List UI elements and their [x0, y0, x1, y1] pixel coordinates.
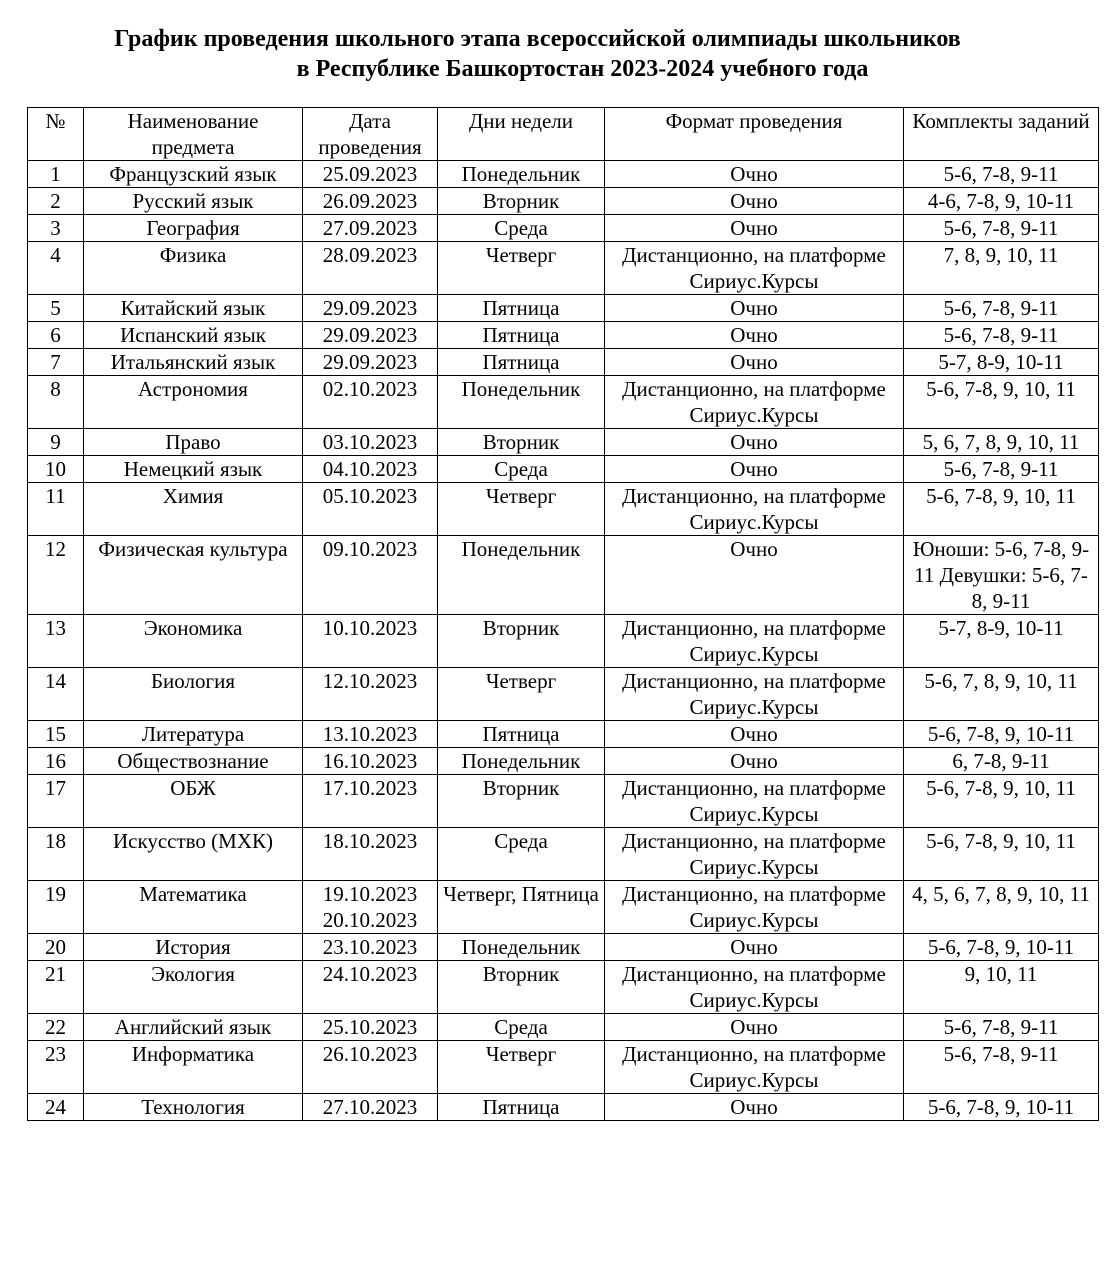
header-format: Формат проведения [605, 108, 904, 161]
cell-subject: Испанский язык [84, 322, 303, 349]
cell-format: Очно [605, 215, 904, 242]
header-num: № [28, 108, 84, 161]
cell-date: 05.10.2023 [303, 483, 438, 536]
table-body [28, 161, 1099, 1121]
cell-date: 25.09.2023 [303, 161, 438, 188]
cell-date: 27.09.2023 [303, 215, 438, 242]
table-row [28, 536, 1099, 615]
cell-num: 6 [28, 322, 84, 349]
cell-subject: Французский язык [84, 161, 303, 188]
cell-num: 10 [28, 456, 84, 483]
cell-subject: Английский язык [84, 1014, 303, 1041]
cell-num: 4 [28, 242, 84, 295]
cell-sets: 6, 7-8, 9-11 [904, 748, 1099, 775]
table-row [28, 961, 1099, 1014]
cell-num: 3 [28, 215, 84, 242]
cell-subject: Итальянский язык [84, 349, 303, 376]
cell-subject: Химия [84, 483, 303, 536]
cell-date: 10.10.2023 [303, 615, 438, 668]
table-row [28, 349, 1099, 376]
cell-sets: 5-6, 7-8, 9-11 [904, 322, 1099, 349]
cell-format: Очно [605, 1094, 904, 1121]
cell-subject: Немецкий язык [84, 456, 303, 483]
cell-subject: Искусство (МХК) [84, 828, 303, 881]
cell-day: Вторник [438, 615, 605, 668]
cell-num: 13 [28, 615, 84, 668]
cell-day: Вторник [438, 961, 605, 1014]
cell-num: 24 [28, 1094, 84, 1121]
cell-num: 23 [28, 1041, 84, 1094]
cell-subject: Биология [84, 668, 303, 721]
cell-format: Очно [605, 721, 904, 748]
cell-day: Среда [438, 828, 605, 881]
cell-date: 19.10.2023 20.10.2023 [303, 881, 438, 934]
cell-day: Понедельник [438, 161, 605, 188]
cell-num: 1 [28, 161, 84, 188]
table-row [28, 215, 1099, 242]
cell-date: 26.10.2023 [303, 1041, 438, 1094]
cell-day: Среда [438, 456, 605, 483]
cell-format: Очно [605, 161, 904, 188]
cell-subject: Физическая культура [84, 536, 303, 615]
cell-num: 12 [28, 536, 84, 615]
table-header-row [28, 108, 1099, 161]
cell-format: Очно [605, 536, 904, 615]
cell-sets: 5-6, 7-8, 9-11 [904, 161, 1099, 188]
cell-subject: Китайский язык [84, 295, 303, 322]
cell-sets: 5-7, 8-9, 10-11 [904, 615, 1099, 668]
cell-subject: Экология [84, 961, 303, 1014]
cell-format: Дистанционно, на платформе Сириус.Курсы [605, 828, 904, 881]
cell-day: Среда [438, 1014, 605, 1041]
cell-num: 22 [28, 1014, 84, 1041]
cell-date: 29.09.2023 [303, 349, 438, 376]
cell-sets: 5-6, 7, 8, 9, 10, 11 [904, 668, 1099, 721]
cell-num: 5 [28, 295, 84, 322]
table-row [28, 828, 1099, 881]
cell-day: Вторник [438, 188, 605, 215]
table-row [28, 668, 1099, 721]
title-line-2: в Республике Башкортостан 2023-2024 учебного года [296, 56, 869, 82]
cell-date: 27.10.2023 [303, 1094, 438, 1121]
cell-format: Дистанционно, на платформе Сириус.Курсы [605, 483, 904, 536]
table-row [28, 1094, 1099, 1121]
table-row [28, 775, 1099, 828]
table-row [28, 934, 1099, 961]
cell-date: 29.09.2023 [303, 295, 438, 322]
cell-day: Среда [438, 215, 605, 242]
cell-sets: 5-6, 7-8, 9-11 [904, 456, 1099, 483]
cell-subject: ОБЖ [84, 775, 303, 828]
cell-day: Вторник [438, 429, 605, 456]
cell-subject: География [84, 215, 303, 242]
cell-date: 13.10.2023 [303, 721, 438, 748]
cell-num: 9 [28, 429, 84, 456]
cell-day: Четверг [438, 242, 605, 295]
header-date: Дата проведения [303, 108, 438, 161]
cell-num: 18 [28, 828, 84, 881]
cell-format: Очно [605, 934, 904, 961]
cell-date: 24.10.2023 [303, 961, 438, 1014]
olympiad-schedule-table [27, 107, 1099, 1121]
cell-subject: Литература [84, 721, 303, 748]
cell-format: Дистанционно, на платформе Сириус.Курсы [605, 775, 904, 828]
cell-date: 25.10.2023 [303, 1014, 438, 1041]
cell-sets: 5-7, 8-9, 10-11 [904, 349, 1099, 376]
cell-day: Пятница [438, 295, 605, 322]
table-row [28, 322, 1099, 349]
table-row [28, 1041, 1099, 1094]
cell-day: Четверг [438, 483, 605, 536]
table-row [28, 1014, 1099, 1041]
cell-date: 09.10.2023 [303, 536, 438, 615]
cell-num: 14 [28, 668, 84, 721]
cell-num: 21 [28, 961, 84, 1014]
cell-day: Понедельник [438, 934, 605, 961]
cell-sets: 5-6, 7-8, 9, 10, 11 [904, 828, 1099, 881]
table-row [28, 615, 1099, 668]
cell-date: 17.10.2023 [303, 775, 438, 828]
cell-sets: 7, 8, 9, 10, 11 [904, 242, 1099, 295]
cell-sets: Юноши: 5-6, 7-8, 9-11 Девушки: 5-6, 7-8, 9-11 [904, 536, 1099, 615]
cell-day: Четверг, Пятница [438, 881, 605, 934]
cell-sets: 5-6, 7-8, 9, 10, 11 [904, 775, 1099, 828]
cell-date: 23.10.2023 [303, 934, 438, 961]
cell-subject: История [84, 934, 303, 961]
cell-sets: 5-6, 7-8, 9-11 [904, 215, 1099, 242]
cell-format: Очно [605, 295, 904, 322]
cell-day: Понедельник [438, 748, 605, 775]
cell-format: Очно [605, 456, 904, 483]
cell-sets: 4-6, 7-8, 9, 10-11 [904, 188, 1099, 215]
cell-subject: Право [84, 429, 303, 456]
table-row [28, 376, 1099, 429]
cell-sets: 5, 6, 7, 8, 9, 10, 11 [904, 429, 1099, 456]
cell-sets: 5-6, 7-8, 9, 10, 11 [904, 376, 1099, 429]
cell-format: Очно [605, 748, 904, 775]
table-row [28, 483, 1099, 536]
cell-num: 11 [28, 483, 84, 536]
cell-format: Очно [605, 322, 904, 349]
cell-date: 18.10.2023 [303, 828, 438, 881]
cell-date: 28.09.2023 [303, 242, 438, 295]
cell-num: 8 [28, 376, 84, 429]
cell-date: 12.10.2023 [303, 668, 438, 721]
cell-subject: Экономика [84, 615, 303, 668]
cell-day: Пятница [438, 349, 605, 376]
cell-date: 16.10.2023 [303, 748, 438, 775]
table-row [28, 456, 1099, 483]
cell-date: 04.10.2023 [303, 456, 438, 483]
cell-sets: 9, 10, 11 [904, 961, 1099, 1014]
cell-sets: 5-6, 7-8, 9-11 [904, 295, 1099, 322]
cell-format: Очно [605, 349, 904, 376]
cell-format: Дистанционно, на платформе Сириус.Курсы [605, 376, 904, 429]
cell-format: Дистанционно, на платформе Сириус.Курсы [605, 668, 904, 721]
cell-day: Четверг [438, 1041, 605, 1094]
cell-subject: Обществознание [84, 748, 303, 775]
table-row [28, 161, 1099, 188]
cell-day: Четверг [438, 668, 605, 721]
cell-format: Дистанционно, на платформе Сириус.Курсы [605, 1041, 904, 1094]
table-row [28, 242, 1099, 295]
cell-sets: 5-6, 7-8, 9, 10-11 [904, 721, 1099, 748]
document-title [0, 24, 1105, 84]
header-subject: Наименование предмета [84, 108, 303, 161]
cell-subject: Астрономия [84, 376, 303, 429]
cell-subject: Информатика [84, 1041, 303, 1094]
cell-format: Дистанционно, на платформе Сириус.Курсы [605, 615, 904, 668]
cell-date: 02.10.2023 [303, 376, 438, 429]
cell-num: 15 [28, 721, 84, 748]
cell-subject: Математика [84, 881, 303, 934]
cell-sets: 4, 5, 6, 7, 8, 9, 10, 11 [904, 881, 1099, 934]
cell-num: 7 [28, 349, 84, 376]
cell-subject: Физика [84, 242, 303, 295]
cell-num: 17 [28, 775, 84, 828]
cell-format: Дистанционно, на платформе Сириус.Курсы [605, 881, 904, 934]
cell-subject: Русский язык [84, 188, 303, 215]
cell-day: Понедельник [438, 536, 605, 615]
cell-num: 19 [28, 881, 84, 934]
cell-format: Дистанционно, на платформе Сириус.Курсы [605, 242, 904, 295]
cell-day: Пятница [438, 322, 605, 349]
table-row [28, 429, 1099, 456]
cell-date: 29.09.2023 [303, 322, 438, 349]
table-row [28, 881, 1099, 934]
cell-day: Пятница [438, 721, 605, 748]
cell-day: Пятница [438, 1094, 605, 1121]
table-row [28, 188, 1099, 215]
cell-num: 16 [28, 748, 84, 775]
cell-sets: 5-6, 7-8, 9, 10-11 [904, 1094, 1099, 1121]
header-day: Дни недели [438, 108, 605, 161]
table-row [28, 295, 1099, 322]
cell-sets: 5-6, 7-8, 9, 10-11 [904, 934, 1099, 961]
table-row [28, 748, 1099, 775]
header-sets: Комплекты заданий [904, 108, 1099, 161]
cell-format: Очно [605, 188, 904, 215]
cell-subject: Технология [84, 1094, 303, 1121]
title-line-1: График проведения школьного этапа всероссийской олимпиады школьников [114, 26, 961, 52]
cell-day: Понедельник [438, 376, 605, 429]
cell-num: 20 [28, 934, 84, 961]
cell-sets: 5-6, 7-8, 9-11 [904, 1041, 1099, 1094]
cell-date: 03.10.2023 [303, 429, 438, 456]
cell-format: Дистанционно, на платформе Сириус.Курсы [605, 961, 904, 1014]
table-row [28, 721, 1099, 748]
cell-format: Очно [605, 1014, 904, 1041]
cell-sets: 5-6, 7-8, 9, 10, 11 [904, 483, 1099, 536]
cell-num: 2 [28, 188, 84, 215]
cell-sets: 5-6, 7-8, 9-11 [904, 1014, 1099, 1041]
cell-day: Вторник [438, 775, 605, 828]
cell-date: 26.09.2023 [303, 188, 438, 215]
cell-format: Очно [605, 429, 904, 456]
